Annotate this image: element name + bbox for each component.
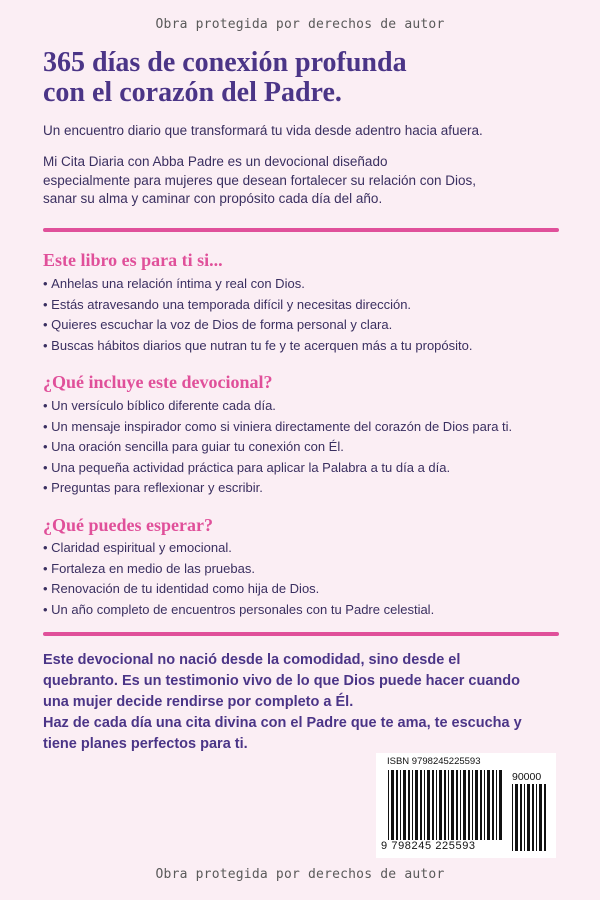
section-title-esperar: ¿Qué puedes esperar? xyxy=(43,515,213,535)
barcode-bar xyxy=(496,770,497,840)
barcode-bar xyxy=(487,770,490,840)
headline xyxy=(43,48,563,108)
barcode-bar xyxy=(515,784,518,851)
barcode-bar xyxy=(388,770,389,840)
list-item: • Buscas hábitos diarios que nutran tu fe y te acerquen más a tu propósito. xyxy=(43,336,563,357)
barcode-bar xyxy=(475,770,478,840)
bullet-list-para-ti xyxy=(43,274,563,356)
barcode-bar xyxy=(436,770,437,840)
barcode-bar xyxy=(484,770,485,840)
barcode-bar xyxy=(544,784,546,851)
closing-line: una mujer decide rendirse por completo a Él. xyxy=(43,694,354,710)
barcode-bar xyxy=(448,770,449,840)
list-item: • Estás atravesando una temporada difícil y necesitas dirección. xyxy=(43,295,563,316)
barcode-bar xyxy=(427,770,430,840)
barcode-bar xyxy=(512,784,513,851)
barcode-bar xyxy=(463,770,466,840)
barcode-bar xyxy=(415,770,418,840)
barcode-bar xyxy=(451,770,454,840)
barcode-bar xyxy=(472,770,473,840)
intro-line: Mi Cita Diaria con Abba Padre es un devocional diseñado xyxy=(43,154,388,169)
barcode-bar xyxy=(532,784,534,851)
barcode-bar xyxy=(396,770,398,840)
closing-line: Haz de cada día una cita divina con el Padre que te ama, te escucha y xyxy=(43,715,522,731)
bullet-list-incluye xyxy=(43,396,563,499)
barcode-bar xyxy=(439,770,442,840)
isbn-barcode xyxy=(376,753,556,858)
closing-line: quebranto. Es un testimonio vivo de lo que Dios puede hacer cuando xyxy=(43,673,520,689)
bullet-list-esperar xyxy=(43,538,563,620)
subheading: Un encuentro diario que transformará tu vida desde adentro hacia afuera. xyxy=(43,123,483,138)
barcode-bar xyxy=(480,770,482,840)
barcode-bar xyxy=(527,784,530,851)
list-item: • Anhelas una relación íntima y real con Dios. xyxy=(43,274,563,295)
section-title-incluye: ¿Qué incluye este devocional? xyxy=(43,372,273,392)
barcode-bar xyxy=(460,770,461,840)
list-item: • Claridad espiritual y emocional. xyxy=(43,538,563,559)
list-item: • Preguntas para reflexionar y escribir. xyxy=(43,478,563,499)
barcode-bar xyxy=(492,770,494,840)
barcode-bar xyxy=(400,770,401,840)
closing-line: Este devocional no nació desde la comodidad, sino desde el xyxy=(43,652,461,668)
barcode-bar xyxy=(536,784,537,851)
list-item: • Una pequeña actividad práctica para aplicar la Palabra a tu día a día. xyxy=(43,458,563,479)
barcode-bar xyxy=(420,770,422,840)
pink-divider-bottom xyxy=(43,632,559,636)
watermark-top: Obra protegida por derechos de autor xyxy=(155,17,445,32)
watermark-bottom: Obra protegida por derechos de autor xyxy=(155,867,445,882)
section-title-para-ti: Este libro es para ti si... xyxy=(43,250,223,270)
barcode-bar xyxy=(391,770,394,840)
barcode-bar xyxy=(412,770,413,840)
barcode-bar xyxy=(468,770,470,840)
barcode-bar xyxy=(539,784,542,851)
list-item: • Un mensaje inspirador como si viniera directamente del corazón de Dios para ti. xyxy=(43,417,563,438)
price-code: 90000 xyxy=(512,771,542,783)
barcode-bar xyxy=(520,784,522,851)
barcode-bar xyxy=(408,770,410,840)
isbn-label: ISBN 9798245225593 xyxy=(387,756,481,767)
barcode-bar xyxy=(444,770,446,840)
intro-paragraph xyxy=(43,153,563,209)
list-item: • Un año completo de encuentros personales con tu Padre celestial. xyxy=(43,600,563,621)
list-item: • Fortaleza en medio de las pruebas. xyxy=(43,559,563,580)
intro-line: sanar su alma y caminar con propósito cada día del año. xyxy=(43,191,383,206)
list-item: • Una oración sencilla para guiar tu conexión con Él. xyxy=(43,437,563,458)
list-item: • Quieres escuchar la voz de Dios de forma personal y clara. xyxy=(43,315,563,336)
headline-line: 365 días de conexión profunda xyxy=(43,47,407,78)
headline-line: con el corazón del Padre. xyxy=(43,77,342,108)
intro-line: especialmente para mujeres que desean fortalecer su relación con Dios, xyxy=(43,172,476,188)
list-item: • Renovación de tu identidad como hija de Dios. xyxy=(43,579,563,600)
closing-line: tiene planes perfectos para ti. xyxy=(43,736,248,752)
list-item: • Un versículo bíblico diferente cada día. xyxy=(43,396,563,417)
barcode-bar xyxy=(424,770,425,840)
barcode-bar xyxy=(403,770,406,840)
barcode-digits: 9 798245 225593 xyxy=(381,840,476,852)
barcode-bar xyxy=(432,770,434,840)
barcode-bar xyxy=(456,770,458,840)
closing-paragraph xyxy=(43,650,563,755)
barcode-bar xyxy=(499,770,502,840)
pink-divider-top xyxy=(43,228,559,232)
barcode-bar xyxy=(524,784,525,851)
